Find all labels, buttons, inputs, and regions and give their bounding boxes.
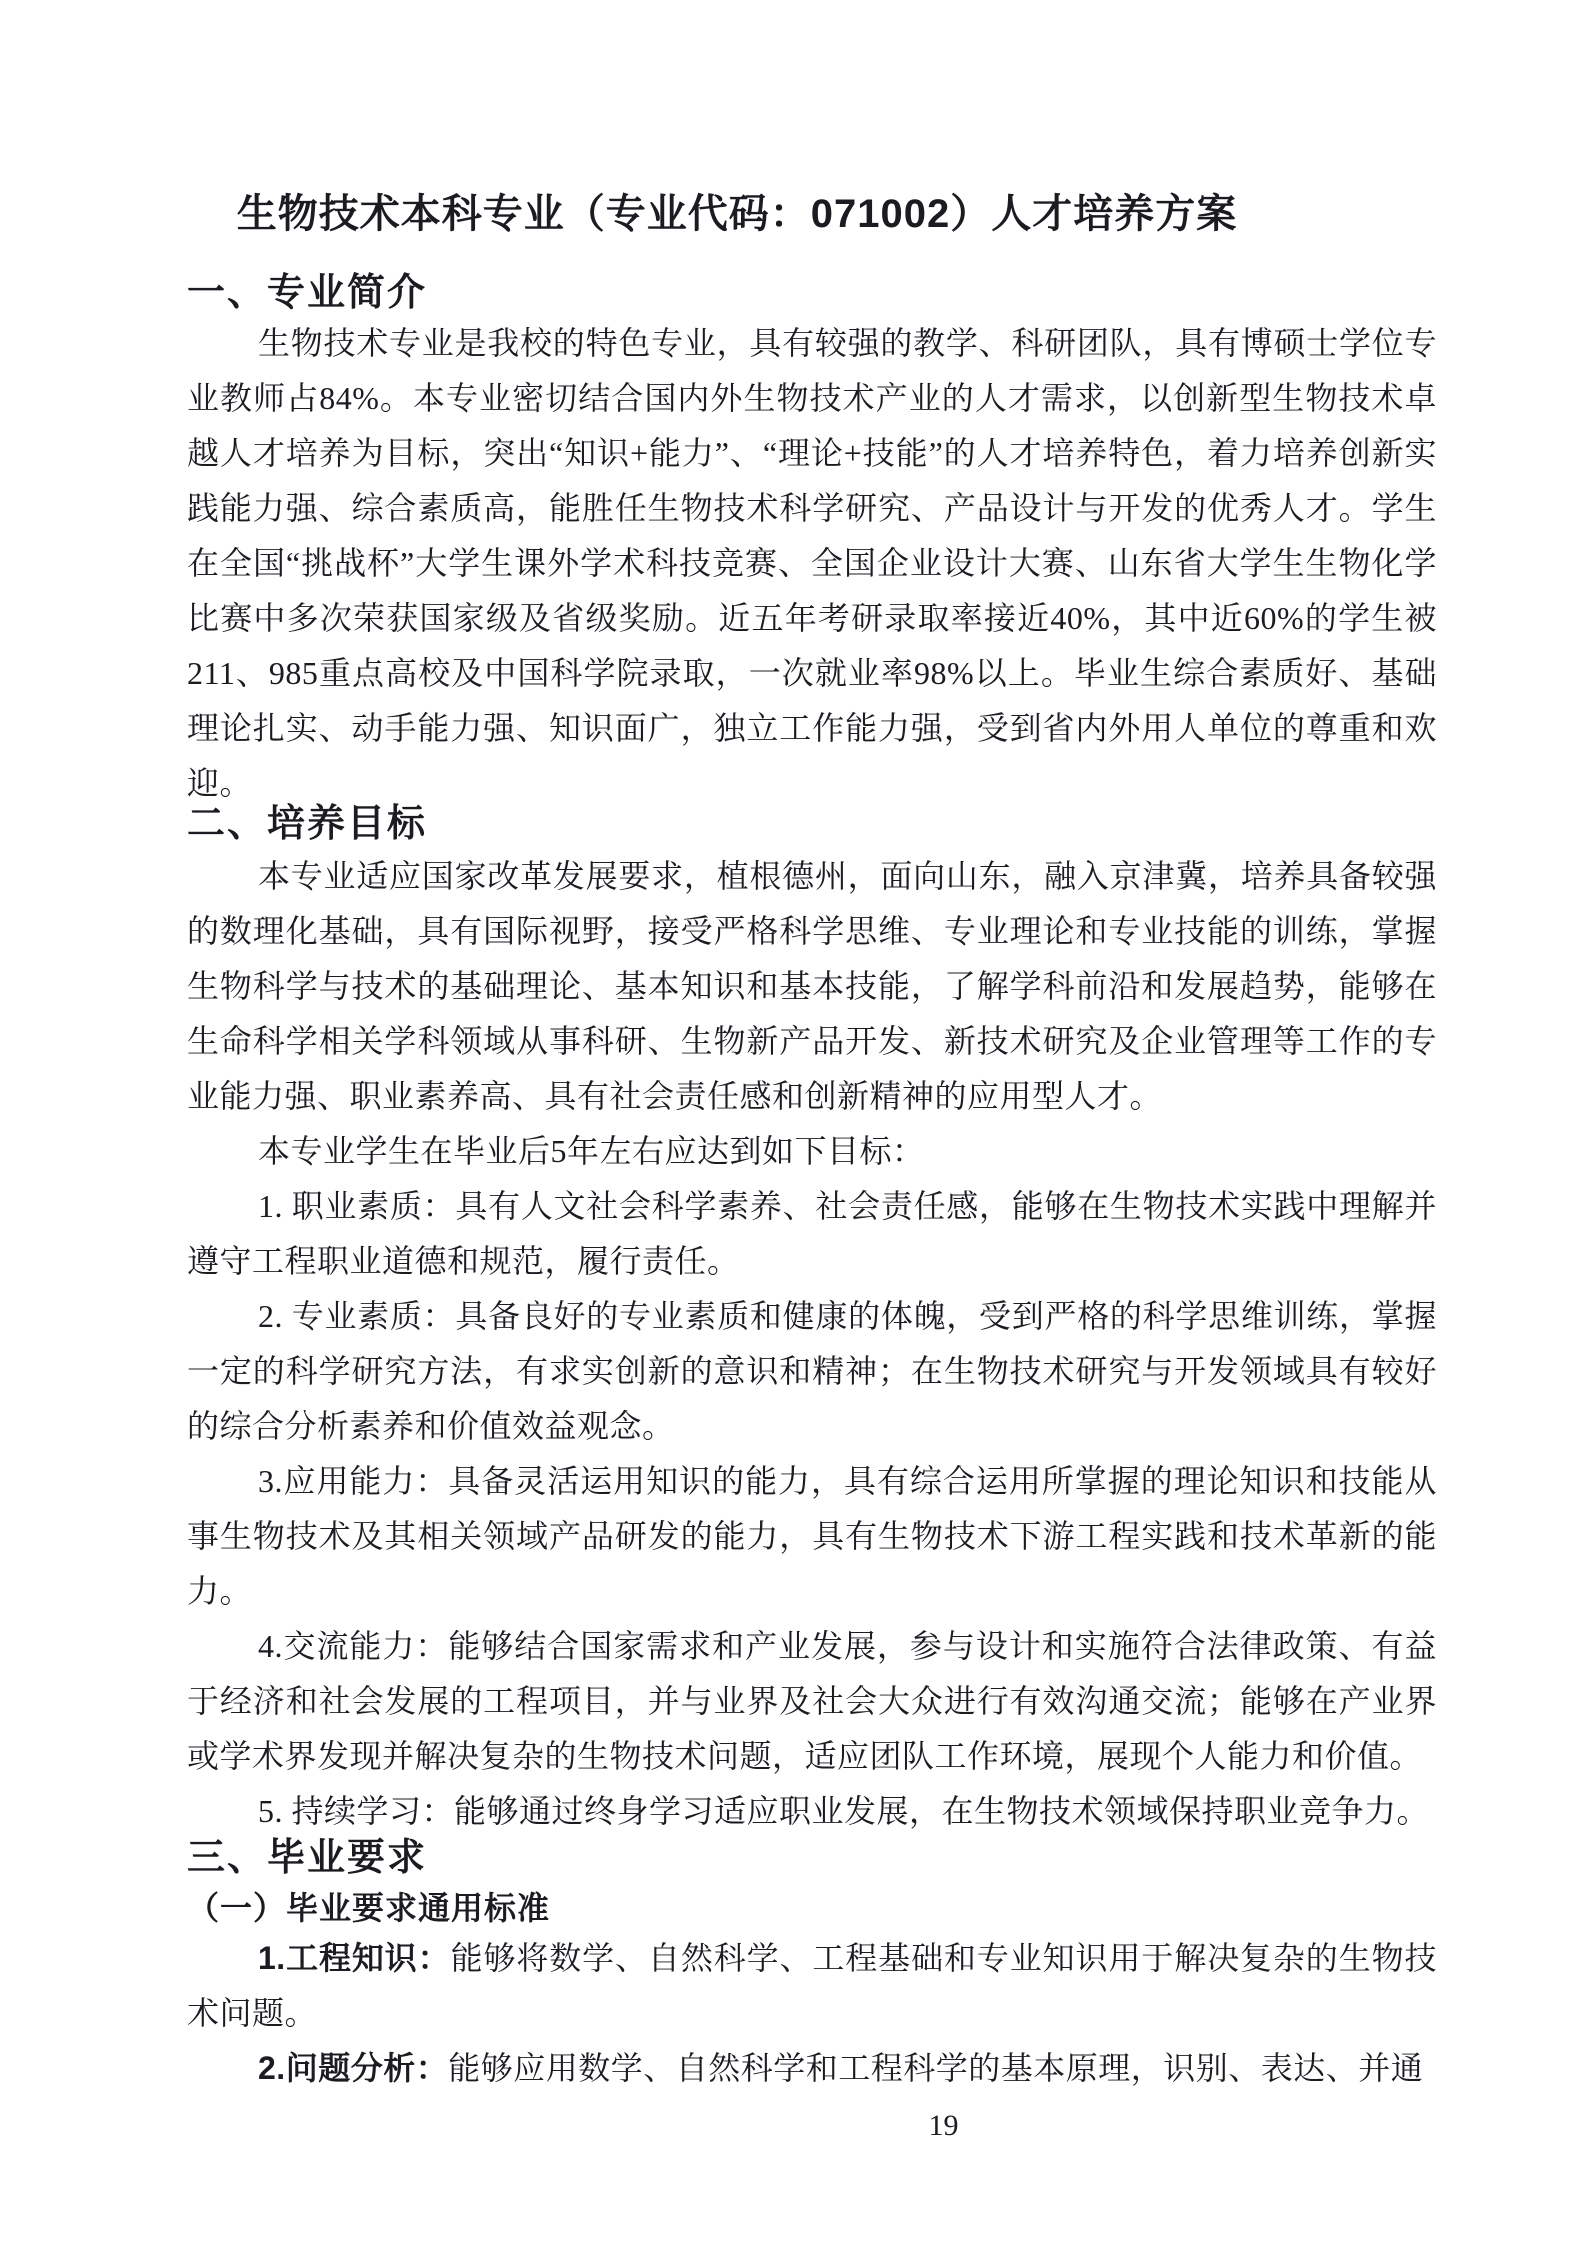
section-heading-3: 三、毕业要求 <box>187 1837 428 1879</box>
section-2-objective-5: 5. 持续学习：能够通过终身学习适应职业发展，在生物技术领域保持职业竞争力。 <box>258 1793 1430 1829</box>
requirement-1-label: 1.工程知识： <box>258 1940 451 1976</box>
requirement-1-text: 能够将数学、自然科学、工程基础和专业知识用于解决复杂的生物技术问题。 <box>187 1940 1437 2031</box>
section-2-objective-4: 4.交流能力：能够结合国家需求和产业发展，参与设计和实施符合法律政策、有益于经济和社会发展的工程项目，并与业界及社会大众进行有效沟通交流；能够在产业界或学术界发现并解决复杂的生物技术问题，适应团队工作环境，展现个人能力和价值。 <box>187 1628 1437 1774</box>
page-number: 19 <box>928 2109 959 2142</box>
requirement-2-text: 能够应用数学、自然科学和工程科学的基本原理，识别、表达、并通 <box>448 2050 1424 2086</box>
section-1-paragraph: 生物技术专业是我校的特色专业，具有较强的教学、科研团队，具有博硕士学位专业教师占84%。本专业密切结合国内外生物技术产业的人才需求，以创新型生物技术卓越人才培养为目标，突出“知识+能力”、“理论+技能”的人才培养特色，着力培养创新实践能力强、综合素质高，能胜任生物技术科学研究、产品设计与开发的优秀人才。学生在全国“挑战杯”大学生课外学术科技竞赛、全国企业设计大赛、山东省大学生生物化学比赛中多次荣获国家级及省级奖励。近五年考研录取率接近40%，其中近60%的学生被211、985重点高校及中国科学院录取，一次就业率98%以上。毕业生综合素质好、基础理论扎实、动手能力强、知识面广，独立工作能力强，受到省内外用人单位的尊重和欢迎。 <box>187 325 1437 801</box>
section-2-objective-2: 2. 专业素质：具备良好的专业素质和健康的体魄，受到严格的科学思维训练，掌握一定的科学研究方法，有求实创新的意识和精神；在生物技术研究与开发领域具有较好的综合分析素养和价值效益观念。 <box>187 1298 1437 1444</box>
section-2-paragraph-1: 本专业适应国家改革发展要求，植根德州，面向山东，融入京津冀，培养具备较强的数理化基础，具有国际视野，接受严格科学思维、专业理论和专业技能的训练，掌握生物科学与技术的基础理论、基本知识和基本技能，了解学科前沿和发展趋势，能够在生命科学相关学科领域从事科研、生物新产品开发、新技术研究及企业管理等工作的专业能力强、职业素养高、具有社会责任感和创新精神的应用型人才。 <box>187 858 1437 1114</box>
requirement-2-label: 2.问题分析： <box>258 2050 449 2086</box>
section-2-objective-1: 1. 职业素质：具有人文社会科学素养、社会责任感，能够在生物技术实践中理解并遵守工程职业道德和规范，履行责任。 <box>187 1188 1437 1279</box>
section-heading-2: 二、培养目标 <box>187 803 428 845</box>
section-heading-1: 一、专业简介 <box>187 272 428 314</box>
requirement-paragraph-2 <box>187 2041 1437 2096</box>
section-2-paragraph-2: 本专业学生在毕业后5年左右应达到如下目标： <box>258 1133 925 1169</box>
requirement-paragraph-1 <box>187 1931 1437 2041</box>
subsection-heading: （一）毕业要求通用标准 <box>187 1890 551 1926</box>
document-title: 生物技术本科专业（专业代码：071002）人才培养方案 <box>236 192 1238 236</box>
section-2-objective-3: 3.应用能力：具备灵活运用知识的能力，具有综合运用所掌握的理论知识和技能从事生物技术及其相关领域产品研发的能力，具有生物技术下游工程实践和技术革新的能力。 <box>187 1463 1437 1609</box>
